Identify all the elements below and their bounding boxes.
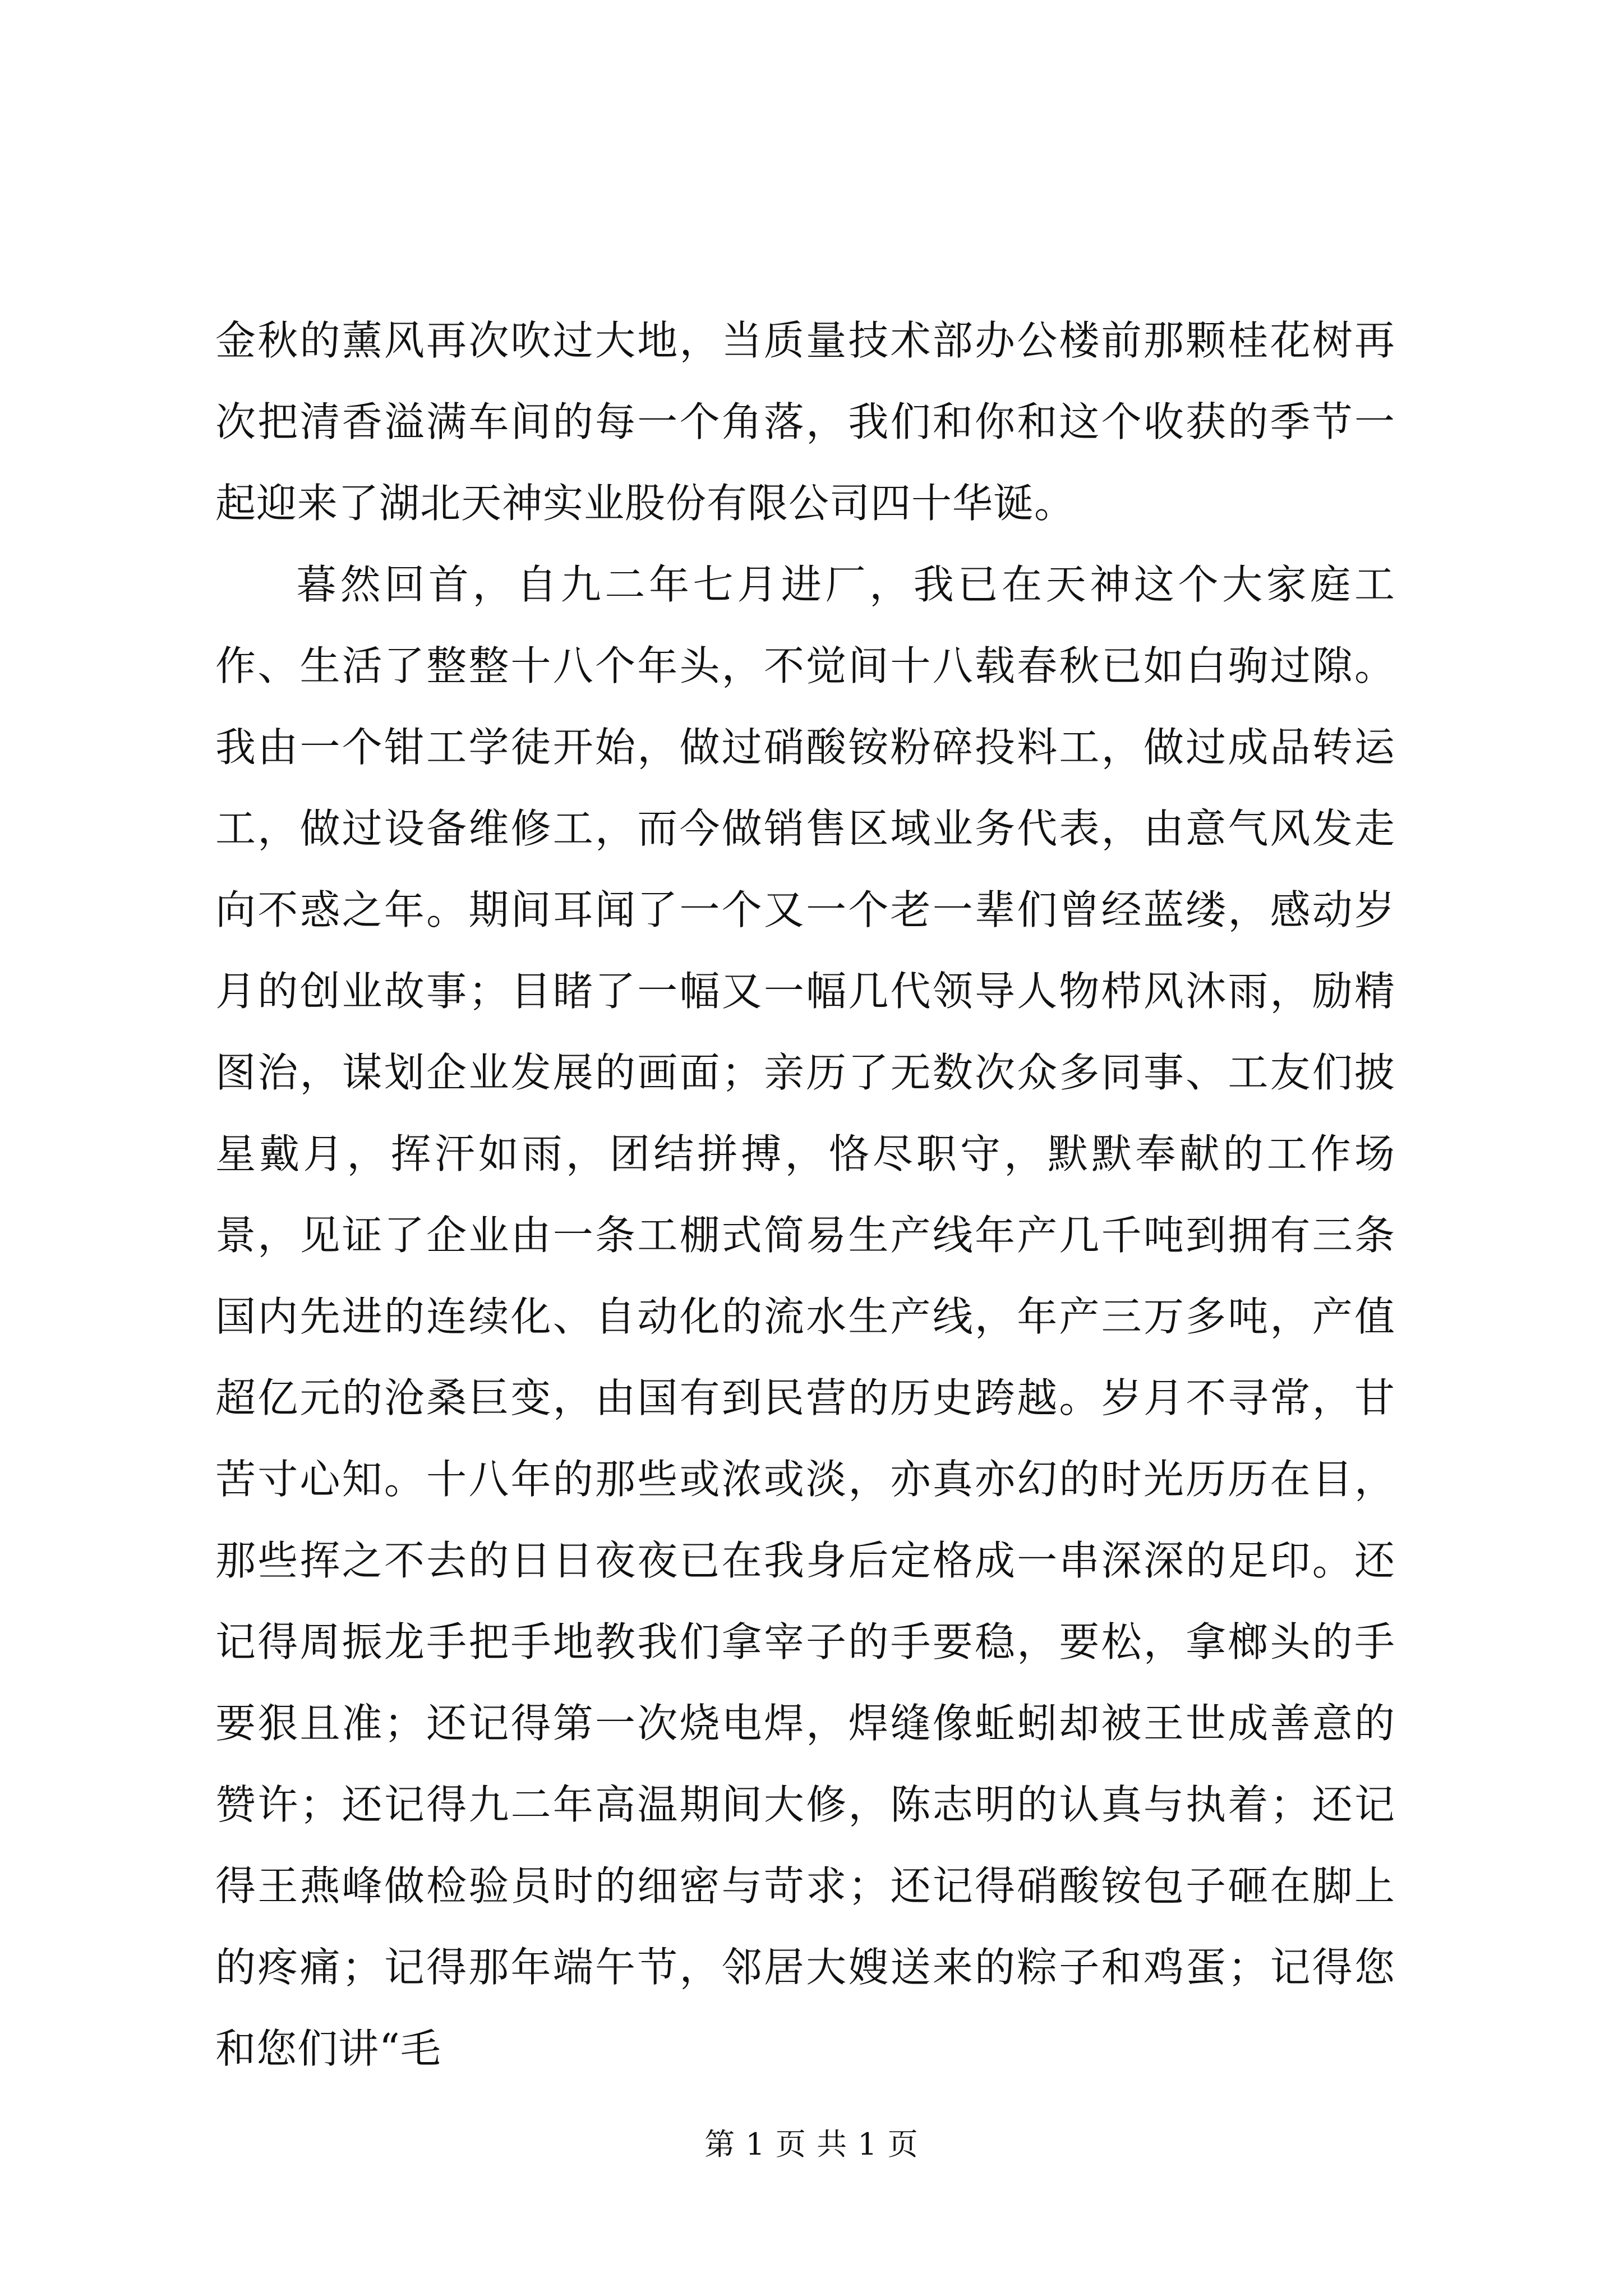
document-body: [215, 300, 1395, 2090]
page-footer: 第 1 页 共 1 页: [704, 2127, 919, 2162]
paragraph-1: 金秋的薰风再次吹过大地，当质量技术部办公楼前那颗桂花树再次把清香溢满车间的每一个角落，我们和你和这个收获的季节一起迎来了湖北天神实业股份有限公司四十华诞。: [215, 317, 1395, 527]
paragraph-2: 暮然回首，自九二年七月进厂，我已在天神这个大家庭工作、生活了整整十八个年头，不觉间十八载春秋已如白驹过隙。我由一个钳工学徒开始，做过硝酸铵粉碎投料工，做过成品转运工，做过设备维修工，而今做销售区域业务代表，由意气风发走向不惑之年。期间耳闻了一个又一个老一辈们曾经蓝缕，感动岁月的创业故事；目睹了一幅又一幅几代领导人物栉风沐雨，励精图治，谋划企业发展的画面；亲历了无数次众多同事、工友们披星戴月，挥汗如雨，团结拼搏，恪尽职守，默默奉献的工作场景，见证了企业由一条工棚式简易生产线年产几千吨到拥有三条国内先进的连续化、自动化的流水生产线，年产三万多吨，产值超亿元的沧桑巨变，由国有到民营的历史跨越。岁月不寻常，甘苦寸心知。十八年的那些或浓或淡，亦真亦幻的时光历历在目，那些挥之不去的日日夜夜已在我身后定格成一串深深的足印。还记得周振龙手把手地教我们拿宰子的手要稳，要松，拿榔头的手要狠且准；还记得第一次烧电焊，焊缝像蚯蚓却被王世成善意的赞许；还记得九二年高温期间大修，陈志明的认真与执着；还记得王燕峰做检验员时的细密与苛求；还记得硝酸铵包子砸在脚上的疼痛；记得那年端午节，邻居大嫂送来的粽子和鸡蛋；记得您和您们讲“毛: [215, 561, 1395, 2072]
